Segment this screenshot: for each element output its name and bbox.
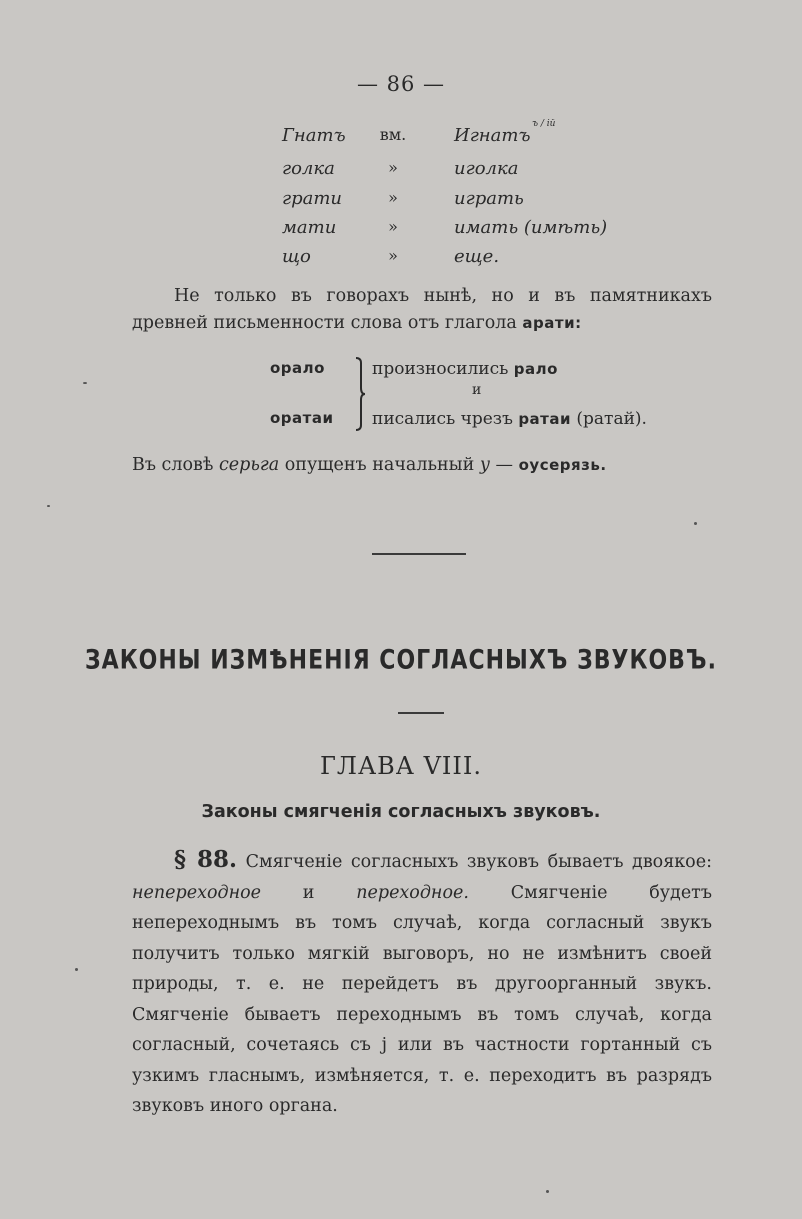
italic-term: переходное. [356,882,469,903]
paragraph-2-part2: опущенъ начальный [284,455,475,475]
brace-left-bottom: оратаи [270,409,334,427]
paragraph-2-part1: Въ словѣ [132,455,214,475]
marker: » [388,217,398,236]
slavonic-verb: арати: [522,314,582,332]
paper-speck [47,505,50,507]
paper-speck [75,968,78,971]
paragraph-1-text: Не только въ говорахъ нынѣ, но и въ памятникахъ древней письменности слова отъ глагола [132,286,712,333]
page-number: — 86 — [356,72,446,96]
dialect-word: що [282,246,311,267]
dialect-word: грати [282,188,343,209]
brace-right-bottom [372,409,647,429]
standard-word: еще. [454,246,500,267]
italic-letter: у [479,455,490,475]
standard-word: играть [454,188,524,209]
dialect-word: голка [282,158,335,179]
paper-speck [546,1190,549,1193]
standard-word: имать (имѣть) [454,217,608,238]
italic-term: непереходное [132,882,261,903]
brace-block [270,355,690,435]
table-row [282,188,682,216]
standard-word: Игнатъ [454,125,531,146]
table-row [282,119,682,153]
dialect-word: мати [282,217,337,238]
brace-middle: и [472,382,482,398]
paragraph-1 [132,283,712,337]
standard-word: иголка [454,158,519,179]
paper-speck [694,522,697,525]
paragraph-2 [132,452,712,479]
marker: » [388,246,398,265]
marker: » [388,158,398,177]
slavonic-word: ратаи [518,410,571,428]
paragraph-3-text3: Смягченіе будетъ непереходнымъ въ томъ случаѣ, когда согласный звукъ получитъ только мягкій выговоръ, но не измѣнитъ своей природы, т. е. не перейдетъ въ другоорганный звукъ. Смягченіе бываетъ переходнымъ въ томъ случаѣ, когда согласный, сочетаясь съ j или въ частности гортанный съ узкимъ гласнымъ, измѣняется, т. е. переходитъ въ разрядъ звуковъ иного органа. [132,882,712,1116]
paragraph-3 [132,845,712,1122]
divider-rule [372,553,466,555]
dash: — [495,455,514,475]
table-row [282,246,682,274]
brace-right-top-text: произносились [372,359,509,379]
paragraph-3-text1: Смягченіе согласныхъ звуковъ бываетъ двоякое: [245,852,712,872]
paper-speck [83,382,87,384]
table-row [282,158,682,186]
curly-brace-icon [354,357,366,431]
divider-rule-short [398,712,444,714]
paragraph-3-text2: и [302,882,315,903]
slavonic-word: рало [513,360,558,378]
marker: » [388,188,398,207]
marker: вм. [379,125,407,144]
section-title: ЗАКОНЫ ИЗМѢНЕНІЯ СОГЛАСНЫХЪ ЗВУКОВЪ. [85,645,717,676]
chapter-subtitle: Законы смягченія согласныхъ звуковъ. [201,802,601,822]
table-row [282,217,682,245]
dialect-word: Гнатъ [282,125,346,146]
section-mark: § 88. [174,846,238,873]
brace-right-bottom-tail: (ратай). [576,409,647,429]
slavonic-word: оусерязь. [518,456,607,474]
chapter-heading: ГЛАВА VIII. [320,752,482,780]
brace-right-bottom-text: писались чрезъ [372,409,513,429]
italic-word: серьга [219,455,280,475]
table-annotation: ъ / iй [532,119,556,129]
brace-right-top [372,359,558,379]
brace-left-top: орало [270,359,325,377]
